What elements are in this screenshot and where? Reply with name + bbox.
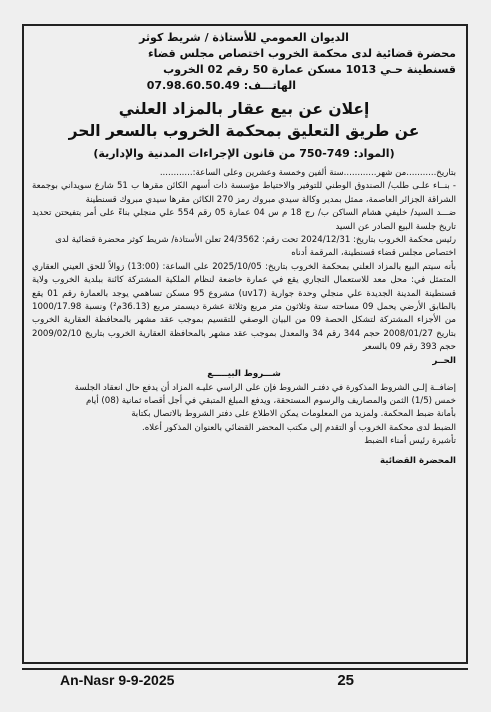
- condition-1: إضافــة إلـى الشروط المذكورة في دفتـر الشروط فإن على الراسي عليـه المزاد أن يدفع حال انعقاد الجلسة: [74, 382, 456, 393]
- page-footer: [22, 668, 468, 690]
- conditions-heading: شـــروط البيـــــع: [207, 369, 281, 380]
- plaintiff-paragraph: - بنــاء علـى طلب/ الصندوق الوطني للتوفير والاحتياط مؤسسة ذات أسهم الكائن مقرها ب 51 شارع سويداني بوجمعة الشراقة الجزائر العاصمة، ممثل بمدير وكالة سيدي مبروك رمز 270 الكائن مقرها سيدي مبروك قسنطينة: [32, 181, 456, 205]
- office-phone: الهاتـــف: 07.98.60.50.49: [146, 79, 296, 92]
- bailiff-title: محضرة قضائية لدى محكمة الخروب اختصاص مجلس قضاء: [147, 47, 456, 60]
- registrar-visa: تأشيرة رئيس أمناء الضبط: [364, 436, 456, 447]
- notice-subtitle: عن طريق التعليق بمحكمة الخروب بالسعر الحر: [68, 122, 420, 140]
- condition-4: الضبط لدى محكمة الخروب أو التقدم إلى مكتب المحضر القضائي بالعنوان المذكور أعلاه.: [142, 422, 456, 433]
- signature-label: المحضرة القضائية: [379, 455, 456, 466]
- jurisdiction-line: اختصاص مجلس قضاء قسنطينة، المرقمة أدناه: [291, 248, 456, 259]
- condition-3: بأمانة ضبط المحكمة. ولمزيد من المعلومات يمكن الاطلاع على دفتر الشروط بالاتصال بكتابة: [131, 409, 456, 420]
- publication-date: An-Nasr 9-9-2025: [60, 672, 175, 688]
- property-description: بأنه سيتم البيع بالمزاد العلني بمحكمة الخروب بتاريخ: 2025/10/05 على الساعة: (13:00) زوالاً للحق العيني العقاري المتمثل في: محل معد للاستعمال التجاري يقع في عمارة خاضعة لنظام الملكية المشتركة كائنة ببلدية الخروب ولاية قسنطينة المدينة الجديدة علي منجلي وحدة جوارية (uv17) مشروع 95 مسكن تساهمي يوجد بالعمارة رقم 01 يقع بالطابق الأرضي يحمل 09 مساحته ستة وثلاثون متر مربع وثلاثة عشرة ديسمتر مربع (36.13م²) ونسبة 1000/17.98 من الأجزاء المشتركة لتشكل الحصة 09 من البيان الوصفي للتقسيم بموجب عقد مشهر بالمحافظة العقارية الخروب بتاريخ 2008/01/27 حجم 344 رقم 34 والمعدل بموجب عقد مشهر بالمحافظة العقارية الخروب بتاريخ 2009/02/10 حجم 393 رقم 09 بالسعر: [32, 261, 457, 353]
- court-order-paragraph: رئيس محكمة الخروب بتاريخ: 2024/12/31 تحت رقم: 24/3562 تعلن الأستاذة/ شريط كوثر محضرة قضائية لدى: [55, 235, 456, 246]
- notice-title: إعلان عن بيع عقار بالمزاد العلني: [118, 100, 370, 118]
- page-number: 25: [337, 671, 354, 689]
- office-address: قسنطينة حـي 1013 مسكن عمارة 50 رقم 02 الخروب: [163, 63, 456, 76]
- condition-2: خمس (1/5) الثمن والمصاريف والرسوم المستحقة، ويدفع المبلغ المتبقي في أجل أقصاه ثمانية (08) أيام: [85, 395, 456, 406]
- notice-body: [32, 167, 456, 468]
- law-reference: (المواد: 749-750 من قانون الإجراءات المدنية والإدارية): [93, 147, 395, 160]
- defendant-paragraph: ضـــد السيد/ خليفي هشام الساكن ب/ رج 18 م س 04 عمارة 05 رقم 554 علي منجلي بناءً على أمر بتفيحتن تحديد تاريخ جلسة البيع الصادر عن السيد: [32, 208, 456, 232]
- date-line: بتاريخ...........من شهر............سنة ألفين وخمسة وعشرين وعلى الساعة:............: [159, 168, 456, 178]
- legal-notice-box: [22, 24, 468, 664]
- price-line: الحــر: [432, 355, 456, 366]
- office-name: الديوان العمومي للأستاذة / شريط كوثر: [139, 31, 349, 44]
